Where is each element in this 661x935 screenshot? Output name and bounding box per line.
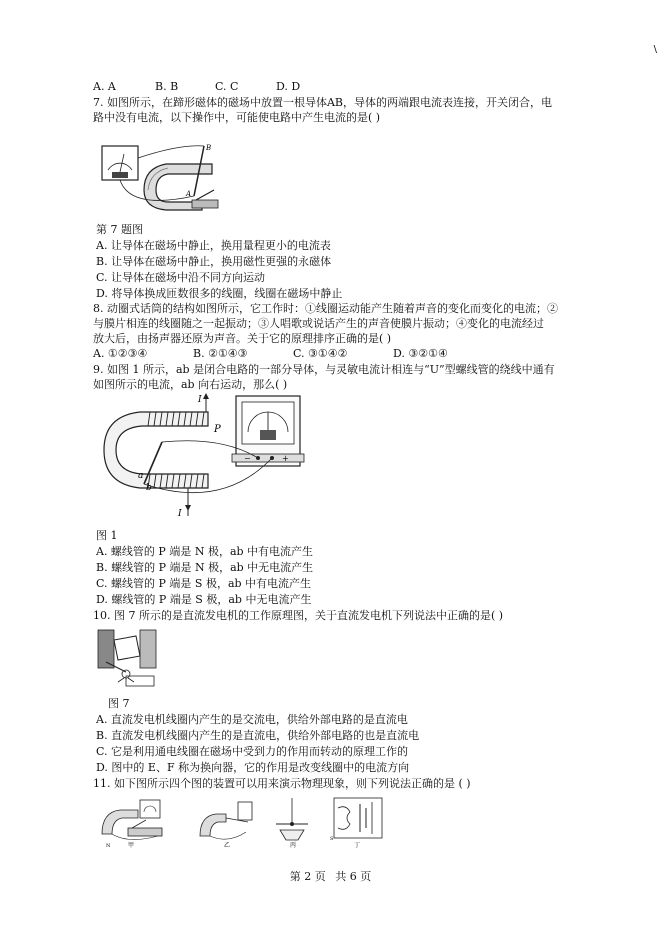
q9-p-label: P [214, 424, 221, 435]
q11-apparatus-yi [200, 802, 252, 849]
q11-label-yi: 乙 [224, 842, 231, 849]
q7-option-c: C. 让导体在磁场中沿不同方向运动 [96, 271, 266, 284]
q10-magnet-s [140, 630, 156, 668]
q10-option-b: B. 直流发电机线圈内产生的是直流电，供给外部电路的也是直流电 [96, 729, 420, 742]
q9-figure-caption: 图 1 [96, 529, 118, 542]
q9-current-label-top: I [198, 395, 202, 405]
q7-stem-line1: 7. 如图所示，在蹄形磁体的磁场中放置一根导体AB，导体的两端跟电流表连接，开关闭合，电 [93, 96, 553, 109]
q9-figure [102, 392, 307, 522]
q8-stem-line1: 8. 动圈式话筒的结构如图所示，它工作时：①线圈运动能产生随着声音的变化而变化的电流；② [93, 302, 558, 315]
q7-figure [100, 138, 230, 216]
svg-text:N: N [106, 843, 111, 849]
q10-coil [114, 636, 140, 660]
q9-option-c: C. 螺线管的 P 端是 S 极，ab 中有电流产生 [96, 577, 312, 590]
q9-option-d: D. 螺线管的 P 端是 S 极，ab 中无电流产生 [96, 593, 312, 606]
q10-figure [96, 626, 158, 688]
q9-plus-terminal: + [282, 454, 289, 463]
q9-option-b: B. 螺线管的 P 端是 N 极，ab 中无电流产生 [96, 561, 314, 574]
page-total: 共 6 页 [335, 870, 372, 883]
q11-apparatus-bing [276, 798, 308, 849]
q7-option-d: D. 将导体换成匝数很多的线圈，线圈在磁场中静止 [96, 287, 343, 300]
q11-apparatus-jia [102, 800, 162, 849]
q6-option-c: C. C [215, 80, 239, 93]
q9-current-label-bottom: I [178, 509, 182, 519]
q7-stem-line2: 路中没有电流，以下操作中，可能使电路中产生电流的是( ) [93, 111, 381, 124]
page-number: 第 2 页 [289, 870, 326, 883]
q7-switch [192, 200, 218, 208]
q7-option-a: A. 让导体在磁场中静止，换用量程更小的电流表 [96, 239, 331, 252]
svg-text:B: B [206, 144, 212, 152]
q10-option-a: A. 直流发电机线圈内产生的是交流电，供给外部电路的是直流电 [96, 713, 408, 726]
q8-option-a: A. ①②③④ [93, 347, 148, 360]
q9-minus-terminal: − [244, 454, 251, 463]
q9-option-a: A. 螺线管的 P 端是 N 极，ab 中有电流产生 [96, 545, 314, 558]
svg-text:A: A [186, 190, 192, 198]
page-footer [0, 868, 661, 884]
q10-option-c: C. 它是利用通电线圈在磁场中受到力的作用而转动的原理工作的 [96, 745, 409, 758]
q11-apparatus-ding [330, 798, 382, 849]
corner-mark: \ [653, 44, 657, 55]
q11-label-ding: 丁 [354, 842, 361, 849]
q9-a-label: a [138, 471, 144, 481]
q8-option-c: C. ③①④② [293, 347, 348, 360]
q6-option-a: A. A [93, 80, 116, 93]
q10-figure-caption: 图 7 [108, 697, 130, 710]
q8-option-d: D. ③②①④ [393, 347, 448, 360]
q11-label-jia: 甲 [128, 842, 135, 849]
q7-figure-caption: 第 7 题图 [96, 223, 143, 236]
q7-option-b: B. 让导体在磁场中静止，换用磁性更强的永磁体 [96, 255, 332, 268]
q8-option-b: B. ②①④③ [193, 347, 248, 360]
q11-figure [98, 794, 390, 850]
q10-option-d: D. 图中的 E、F 称为换向器，它的作用是改变线圈中的电流方向 [96, 761, 410, 774]
q8-stem-line3: 放大后，由扬声器还原为声音。关于它的原理排序正确的是( ) [93, 332, 392, 345]
svg-text:S: S [330, 836, 334, 842]
q8-stem-line2: 与膜片相连的线圈随之一起振动；③人唱歌或说话产生的声音使膜片振动；④变化的电流经过 [93, 317, 544, 330]
q9-b-label: b [146, 483, 152, 493]
q9-stem-line1: 9. 如图 1 所示，ab 是闭合电路的一部分导体，与灵敏电流计相连与“U”型螺线管的绕线中通有 [93, 363, 555, 376]
q11-label-bing: 丙 [290, 842, 297, 849]
q9-stem-line2: 如图所示的电流，ab 向右运动，那么( ) [93, 378, 288, 391]
q6-option-b: B. B [155, 80, 179, 93]
q6-option-d: D. D [276, 80, 301, 93]
q10-stem: 10. 图 7 所示的是直流发电机的工作原理图，关于直流发电机下列说法中正确的是( ) [93, 609, 504, 622]
q11-stem: 11. 如下图所示四个图的装置可以用来演示物理现象，则下列说法正确的是 ( ) [93, 777, 471, 790]
